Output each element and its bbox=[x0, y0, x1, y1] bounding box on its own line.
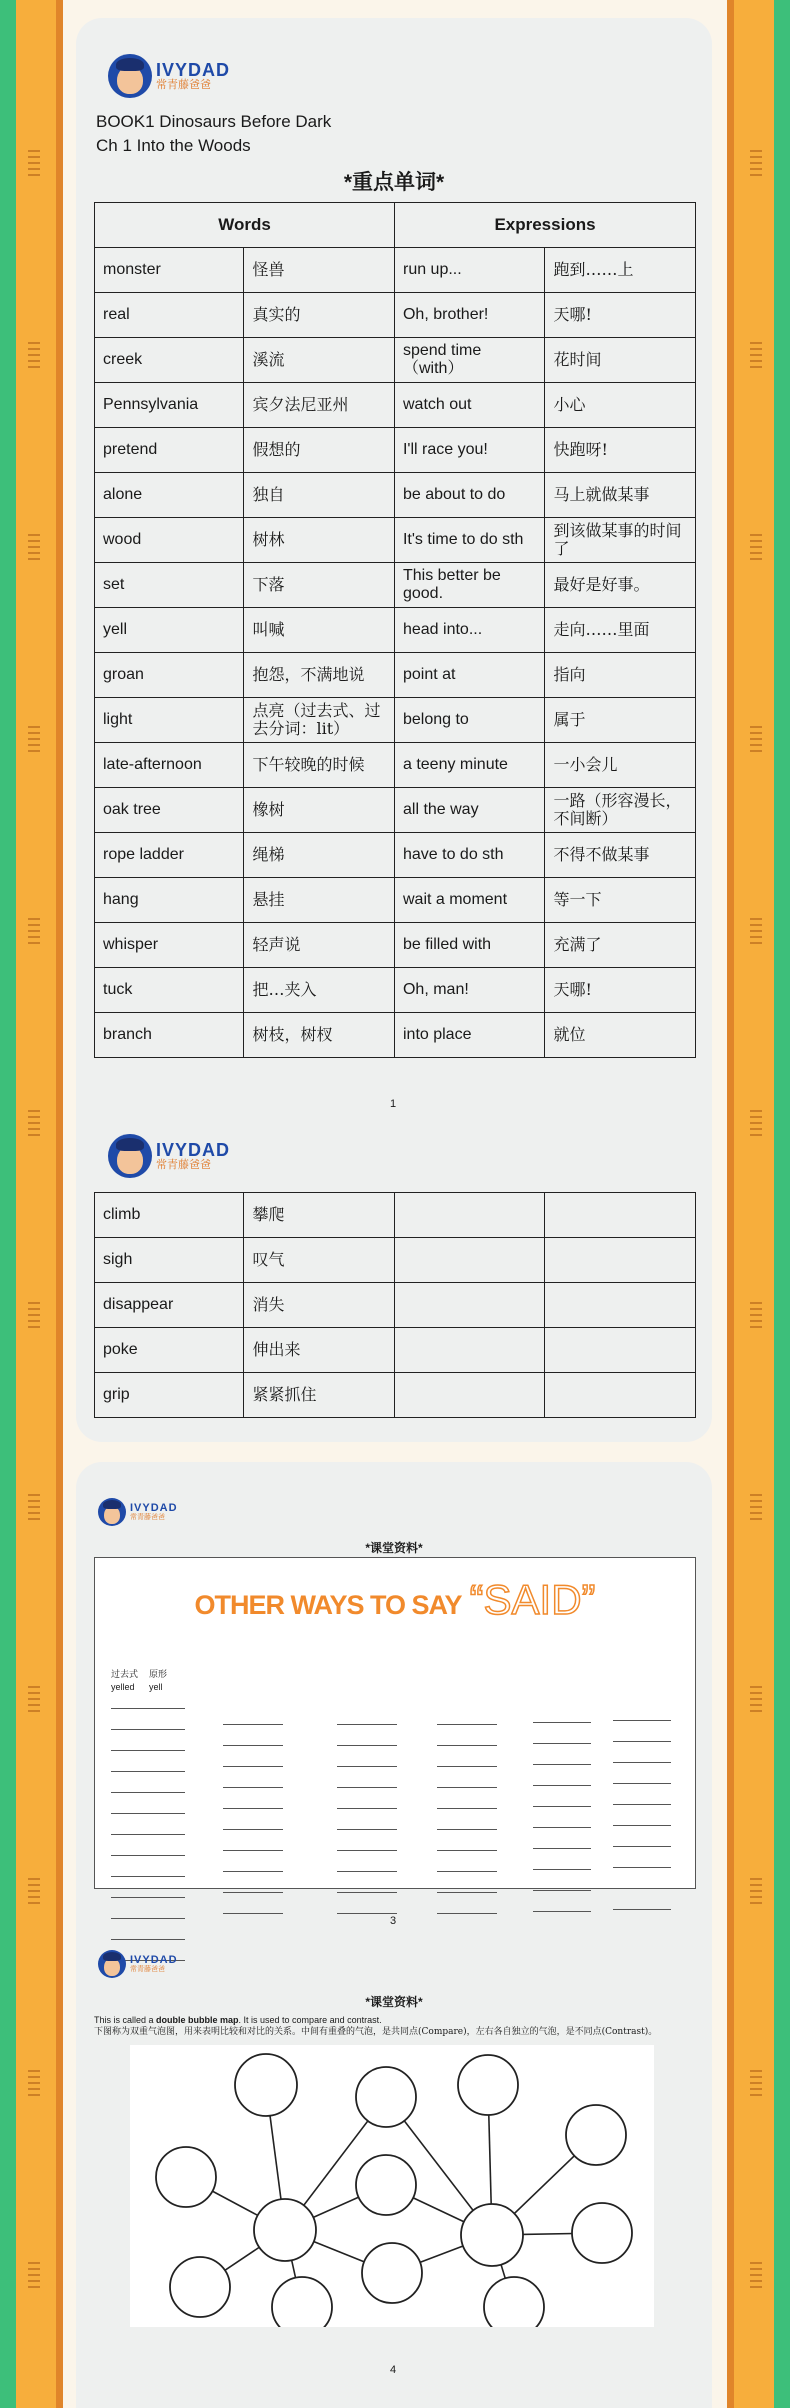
expression-cell: into place bbox=[394, 1013, 544, 1058]
table-row bbox=[95, 923, 696, 968]
table-row bbox=[95, 338, 696, 383]
expression-meaning-cell: 花时间 bbox=[545, 338, 696, 383]
answer-blank-line bbox=[223, 1745, 283, 1746]
expression-cell: I'll race you! bbox=[394, 428, 544, 473]
answer-blank-line bbox=[533, 1785, 591, 1786]
class-material-heading: *课堂资料* bbox=[365, 1995, 423, 2009]
mascot-icon bbox=[108, 54, 152, 98]
answer-blank-line bbox=[111, 1897, 185, 1898]
expression-meaning-cell: 天哪! bbox=[545, 968, 696, 1013]
answer-blank-line bbox=[533, 1722, 591, 1723]
table-row bbox=[95, 293, 696, 338]
word-cell: pretend bbox=[95, 428, 244, 473]
expression-meaning-cell: 小心 bbox=[545, 383, 696, 428]
answer-blank-line bbox=[337, 1913, 397, 1914]
expression-meaning-cell: 走向……里面 bbox=[545, 608, 696, 653]
answer-blank-line bbox=[111, 1834, 185, 1835]
word-cell: whisper bbox=[95, 923, 244, 968]
table-row bbox=[95, 788, 696, 833]
answer-blank-line bbox=[533, 1764, 591, 1765]
expression-meaning-cell: 一小会儿 bbox=[545, 743, 696, 788]
table-row bbox=[95, 1238, 696, 1283]
word-cell: poke bbox=[95, 1328, 244, 1373]
expression-cell: run up... bbox=[394, 248, 544, 293]
table-row bbox=[95, 1193, 696, 1238]
expression-cell: head into... bbox=[394, 608, 544, 653]
intro-bold: double bubble map bbox=[156, 2015, 239, 2025]
word-cell: groan bbox=[95, 653, 244, 698]
answer-blank-line bbox=[337, 1892, 397, 1893]
ivydad-logo bbox=[108, 1134, 230, 1178]
expression-cell bbox=[394, 1328, 545, 1373]
logo-subtitle: 常青藤爸爸 bbox=[156, 1159, 211, 1171]
word-cell: wood bbox=[95, 518, 244, 563]
word-cell: creek bbox=[95, 338, 244, 383]
mascot-icon bbox=[98, 1950, 126, 1978]
answer-blank-line bbox=[337, 1871, 397, 1872]
word-cell: oak tree bbox=[95, 788, 244, 833]
class-material-heading: *课堂资料* bbox=[365, 1541, 423, 1555]
said-title bbox=[95, 1576, 695, 1624]
table-row bbox=[95, 1328, 696, 1373]
answer-blank-line bbox=[533, 1806, 591, 1807]
expression-meaning-cell bbox=[545, 1283, 696, 1328]
word-cell: disappear bbox=[95, 1283, 244, 1328]
word-cell: real bbox=[95, 293, 244, 338]
table-row bbox=[95, 698, 696, 743]
expression-cell: Oh, brother! bbox=[394, 293, 544, 338]
word-meaning-cell: 宾夕法尼亚州 bbox=[244, 383, 395, 428]
word-meaning-cell: 抱怨，不满地说 bbox=[244, 653, 395, 698]
intro-text: This is called a bbox=[94, 2015, 157, 2025]
left-ruler-border bbox=[16, 0, 63, 2408]
base-form-label: 原形 bbox=[149, 1669, 168, 1679]
word-cell: late-afternoon bbox=[95, 743, 244, 788]
table-row bbox=[95, 1283, 696, 1328]
expression-meaning-cell: 一路（形容漫长，不间断） bbox=[545, 788, 696, 833]
answer-blank-line bbox=[613, 1909, 671, 1910]
expression-meaning-cell: 到该做某事的时间了 bbox=[545, 518, 696, 563]
word-meaning-cell: 叫喊 bbox=[244, 608, 395, 653]
past-tense-label: 过去式 bbox=[111, 1669, 139, 1679]
answer-blank-line bbox=[337, 1829, 397, 1830]
ivydad-logo bbox=[108, 54, 230, 98]
expression-cell: This better be good. bbox=[394, 563, 544, 608]
intro-chinese: 下图称为双重气泡图，用来表明比较和对比的关系。中间有重叠的气泡，是共同点(Compare)，左右各自独立的气泡，是不同点(Contrast)。 bbox=[94, 2027, 658, 2037]
expression-cell: Oh, man! bbox=[394, 968, 544, 1013]
word-meaning-cell: 伸出来 bbox=[244, 1328, 395, 1373]
ivydad-logo bbox=[98, 1950, 178, 1978]
table-row bbox=[95, 1373, 696, 1418]
expression-meaning-cell: 不得不做某事 bbox=[545, 833, 696, 878]
answer-blank-line bbox=[223, 1913, 283, 1914]
word-cell: sigh bbox=[95, 1238, 244, 1283]
logo-subtitle: 常青藤爸爸 bbox=[130, 1513, 165, 1521]
said-title-part2: “SAID” bbox=[469, 1576, 596, 1623]
answer-blank-line bbox=[533, 1890, 591, 1891]
answer-blank-line bbox=[223, 1892, 283, 1893]
expression-meaning-cell bbox=[545, 1238, 696, 1283]
word-meaning-cell: 下落 bbox=[244, 563, 395, 608]
table-row bbox=[95, 1013, 696, 1058]
words-header: Words bbox=[95, 203, 395, 248]
answer-blank-line bbox=[337, 1787, 397, 1788]
answer-blank-line bbox=[613, 1762, 671, 1763]
answer-blank-line bbox=[337, 1745, 397, 1746]
base-form-column-head bbox=[149, 1668, 167, 1694]
table-row bbox=[95, 563, 696, 608]
page-number: 4 bbox=[389, 2364, 397, 2376]
double-bubble-map bbox=[130, 2045, 654, 2327]
word-cell: tuck bbox=[95, 968, 244, 1013]
word-meaning-cell: 点亮（过去式、过去分词：lit） bbox=[244, 698, 395, 743]
table-row bbox=[95, 833, 696, 878]
answer-blank-line bbox=[533, 1848, 591, 1849]
answer-blank-line bbox=[533, 1911, 591, 1912]
expression-meaning-cell: 跑到……上 bbox=[545, 248, 696, 293]
word-meaning-cell: 树林 bbox=[244, 518, 395, 563]
answer-blank-line bbox=[111, 1750, 185, 1751]
logo-subtitle: 常青藤爸爸 bbox=[130, 1965, 165, 1973]
table-row bbox=[95, 743, 696, 788]
word-meaning-cell: 绳梯 bbox=[244, 833, 395, 878]
page-number: 3 bbox=[389, 1915, 397, 1927]
answer-blank-line bbox=[533, 1743, 591, 1744]
expression-cell bbox=[394, 1373, 545, 1418]
word-cell: rope ladder bbox=[95, 833, 244, 878]
word-meaning-cell: 叹气 bbox=[244, 1238, 395, 1283]
expression-cell: belong to bbox=[394, 698, 544, 743]
table-row bbox=[95, 878, 696, 923]
answer-blank-line bbox=[437, 1787, 497, 1788]
answer-blank-line bbox=[337, 1766, 397, 1767]
word-meaning-cell: 溪流 bbox=[244, 338, 395, 383]
logo-name: IVYDAD bbox=[130, 1953, 178, 1966]
answer-blank-line bbox=[223, 1724, 283, 1725]
expression-meaning-cell: 最好是好事。 bbox=[545, 563, 696, 608]
word-meaning-cell: 橡树 bbox=[244, 788, 395, 833]
answer-blank-line bbox=[613, 1783, 671, 1784]
expression-meaning-cell: 指向 bbox=[545, 653, 696, 698]
answer-blank-line bbox=[613, 1888, 671, 1889]
expression-cell: have to do sth bbox=[394, 833, 544, 878]
word-meaning-cell: 独自 bbox=[244, 473, 395, 518]
answer-blank-line bbox=[437, 1724, 497, 1725]
word-cell: grip bbox=[95, 1373, 244, 1418]
answer-blank-line bbox=[437, 1913, 497, 1914]
expression-meaning-cell: 快跑呀! bbox=[545, 428, 696, 473]
past-tense-column-head bbox=[111, 1668, 138, 1694]
expression-cell: be filled with bbox=[394, 923, 544, 968]
other-ways-to-say-said-worksheet bbox=[94, 1557, 696, 1889]
logo-subtitle: 常青藤爸爸 bbox=[156, 79, 211, 91]
expression-meaning-cell: 就位 bbox=[545, 1013, 696, 1058]
book-title-block bbox=[96, 110, 331, 158]
logo-name: IVYDAD bbox=[156, 1140, 231, 1160]
answer-blank-line bbox=[111, 1708, 185, 1709]
expression-meaning-cell bbox=[545, 1373, 696, 1418]
book-title: BOOK1 Dinosaurs Before Dark bbox=[96, 112, 332, 131]
word-meaning-cell: 树枝，树杈 bbox=[244, 1013, 395, 1058]
right-ruler-border bbox=[727, 0, 774, 2408]
expressions-header: Expressions bbox=[394, 203, 695, 248]
expression-cell bbox=[394, 1283, 545, 1328]
answer-blank-line bbox=[437, 1850, 497, 1851]
expression-cell: a teeny minute bbox=[394, 743, 544, 788]
word-meaning-cell: 下午较晚的时候 bbox=[244, 743, 395, 788]
answer-blank-line bbox=[437, 1871, 497, 1872]
word-cell: branch bbox=[95, 1013, 244, 1058]
answer-blank-line bbox=[437, 1745, 497, 1746]
answer-blank-line bbox=[437, 1892, 497, 1893]
expression-meaning-cell: 马上就做某事 bbox=[545, 473, 696, 518]
answer-blank-line bbox=[223, 1808, 283, 1809]
table-row bbox=[95, 428, 696, 473]
answer-blank-line bbox=[337, 1724, 397, 1725]
answer-blank-line bbox=[613, 1846, 671, 1847]
base-form-example: yell bbox=[149, 1682, 163, 1692]
expression-meaning-cell: 充满了 bbox=[545, 923, 696, 968]
word-cell: set bbox=[95, 563, 244, 608]
vocabulary-table-continued bbox=[94, 1192, 696, 1418]
answer-blank-line bbox=[613, 1741, 671, 1742]
answer-blank-line bbox=[223, 1829, 283, 1830]
table-row bbox=[95, 383, 696, 428]
word-meaning-cell: 假想的 bbox=[244, 428, 395, 473]
expression-meaning-cell bbox=[545, 1193, 696, 1238]
answer-blank-line bbox=[111, 1855, 185, 1856]
said-title-part1: OTHER WAYS TO SAY bbox=[194, 1590, 462, 1620]
answer-blank-line bbox=[111, 1729, 185, 1730]
table-row bbox=[95, 473, 696, 518]
table-row bbox=[95, 653, 696, 698]
answer-blank-line bbox=[111, 1876, 185, 1877]
answer-blank-line bbox=[111, 1813, 185, 1814]
answer-blank-line bbox=[223, 1871, 283, 1872]
word-cell: hang bbox=[95, 878, 244, 923]
answer-blank-line bbox=[111, 1918, 185, 1919]
answer-blank-line bbox=[613, 1804, 671, 1805]
expression-meaning-cell: 属于 bbox=[545, 698, 696, 743]
answer-blank-line bbox=[111, 1939, 185, 1940]
word-cell: yell bbox=[95, 608, 244, 653]
word-meaning-cell: 消失 bbox=[244, 1283, 395, 1328]
word-cell: alone bbox=[95, 473, 244, 518]
answer-blank-line bbox=[223, 1850, 283, 1851]
word-cell: monster bbox=[95, 248, 244, 293]
word-meaning-cell: 攀爬 bbox=[244, 1193, 395, 1238]
double-bubble-intro bbox=[94, 2014, 714, 2038]
expression-cell bbox=[394, 1238, 545, 1283]
table-row bbox=[95, 968, 696, 1013]
answer-blank-line bbox=[337, 1808, 397, 1809]
word-meaning-cell: 把…夹入 bbox=[244, 968, 395, 1013]
word-meaning-cell: 真实的 bbox=[244, 293, 395, 338]
answer-blank-line bbox=[437, 1766, 497, 1767]
expression-cell: wait a moment bbox=[394, 878, 544, 923]
answer-blank-line bbox=[223, 1787, 283, 1788]
intro-text-end: . It is used to compare and contrast. bbox=[238, 2015, 382, 2025]
answer-blank-line bbox=[613, 1825, 671, 1826]
answer-blank-line bbox=[223, 1766, 283, 1767]
chapter-title: Ch 1 Into the Woods bbox=[96, 136, 251, 155]
answer-blank-line bbox=[111, 1792, 185, 1793]
word-cell: climb bbox=[95, 1193, 244, 1238]
word-meaning-cell: 轻声说 bbox=[244, 923, 395, 968]
double-bubble-map-diagram bbox=[130, 2045, 654, 2327]
expression-meaning-cell bbox=[545, 1328, 696, 1373]
answer-blank-line bbox=[337, 1850, 397, 1851]
answer-blank-line bbox=[437, 1808, 497, 1809]
word-cell: Pennsylvania bbox=[95, 383, 244, 428]
answer-blank-line bbox=[613, 1720, 671, 1721]
answer-blank-line bbox=[533, 1827, 591, 1828]
vocabulary-table bbox=[94, 202, 696, 1058]
answer-blank-line bbox=[111, 1771, 185, 1772]
word-meaning-cell: 悬挂 bbox=[244, 878, 395, 923]
word-meaning-cell: 紧紧抓住 bbox=[244, 1373, 395, 1418]
expression-cell: be about to do bbox=[394, 473, 544, 518]
table-row bbox=[95, 518, 696, 563]
logo-name: IVYDAD bbox=[130, 1501, 178, 1514]
expression-cell: spend time （with） bbox=[394, 338, 544, 383]
answer-blank-line bbox=[613, 1867, 671, 1868]
past-tense-example: yelled bbox=[111, 1682, 135, 1692]
expression-cell: It's time to do sth bbox=[394, 518, 544, 563]
answer-blank-line bbox=[533, 1869, 591, 1870]
logo-name: IVYDAD bbox=[156, 60, 231, 80]
table-row bbox=[95, 608, 696, 653]
page-number: 1 bbox=[389, 1098, 397, 1110]
mascot-icon bbox=[108, 1134, 152, 1178]
expression-cell: watch out bbox=[394, 383, 544, 428]
word-cell: light bbox=[95, 698, 244, 743]
expression-meaning-cell: 等一下 bbox=[545, 878, 696, 923]
table-row bbox=[95, 248, 696, 293]
expression-cell: point at bbox=[394, 653, 544, 698]
mascot-icon bbox=[98, 1498, 126, 1526]
expression-meaning-cell: 天哪! bbox=[545, 293, 696, 338]
expression-cell bbox=[394, 1193, 545, 1238]
ivydad-logo bbox=[98, 1498, 178, 1526]
key-words-heading: *重点单词* bbox=[343, 171, 445, 194]
expression-cell: all the way bbox=[394, 788, 544, 833]
word-meaning-cell: 怪兽 bbox=[244, 248, 395, 293]
answer-blank-line bbox=[437, 1829, 497, 1830]
